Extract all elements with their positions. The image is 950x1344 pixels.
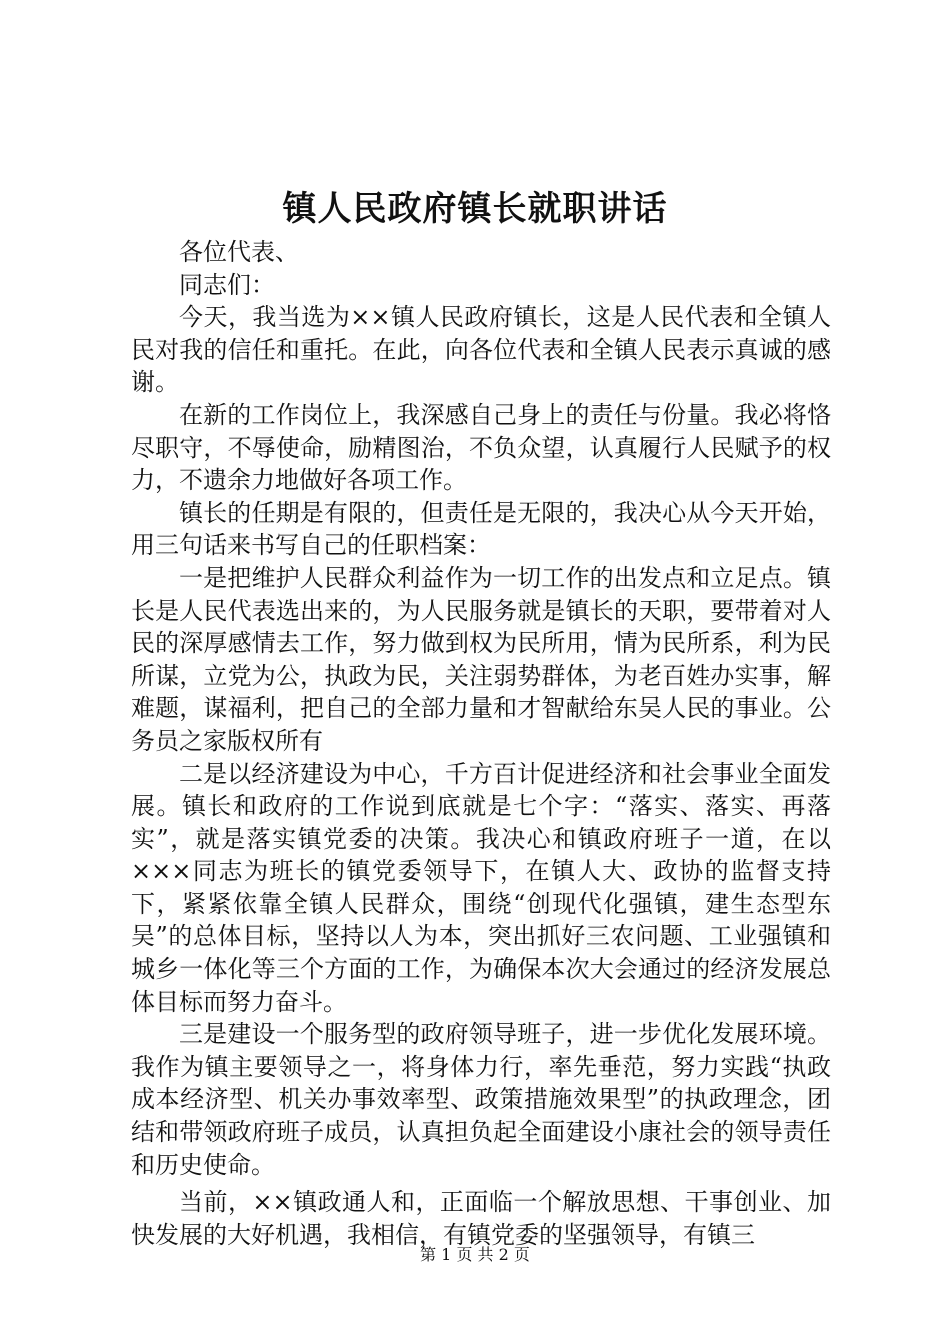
paragraph: 一是把维护人民群众利益作为一切工作的出发点和立足点。镇长是人民代表选出来的，为人民服务就是镇长的天职，要带着对人民的深厚感情去工作，努力做到权为民所用，情为民所系，利为民所谋，立党为公，执政为民，关注弱势群体，为老百姓办实事，解难题，谋福利，把自己的全部力量和才智献给东吴人民的事业。公务员之家版权所有 [131,563,831,755]
speech-body [131,236,831,1251]
paragraph: 二是以经济建设为中心，千方百计促进经济和社会事业全面发展。镇长和政府的工作说到底就是七个字：“落实、落实、再落实”，就是落实镇党委的决策。我决心和镇政府班子一道，在以×××同志为班长的镇党委领导下，在镇人大、政协的监督支持下，紧紧依靠全镇人民群众，围绕“创现代化强镇，建生态型东吴”的总体目标，坚持以人为本，突出抓好三农问题、工业强镇和城乡一体化等三个方面的工作，为确保本次大会通过的经济发展总体目标而努力奋斗。 [131,759,831,1016]
document-title: 镇人民政府镇长就职讲话 [282,189,668,229]
paragraph: 当前，××镇政通人和，正面临一个解放思想、干事创业、加快发展的大好机遇，我相信，有镇党委的坚强领导，有镇三 [131,1188,831,1249]
salutation-line: 各位代表、 [179,238,299,266]
salutation-line: 同志们： [179,270,275,299]
paragraph: 今天，我当选为××镇人民政府镇长，这是人民代表和全镇人民对我的信任和重托。在此，向各位代表和全镇人民表示真诚的感谢。 [131,303,831,397]
paragraph: 三是建设一个服务型的政府领导班子，进一步优化发展环境。我作为镇主要领导之一，将身体力行，率先垂范，努力实践“执政成本经济型、机关办事效率型、政策措施效果型”的执政理念，团结和带领政府班子成员，认真担负起全面建设小康社会的领导责任和历史使命。 [131,1020,831,1179]
paragraph: 在新的工作岗位上，我深感自己身上的责任与份量。我必将恪尽职守，不辱使命，励精图治，不负众望，认真履行人民赋予的权力，不遗余力地做好各项工作。 [131,400,831,495]
paragraph: 镇长的任期是有限的，但责任是无限的，我决心从今天开始，用三句话来书写自己的任职档案： [131,498,831,560]
page-number-footer: 第 1 页 共 2 页 [420,1245,530,1264]
